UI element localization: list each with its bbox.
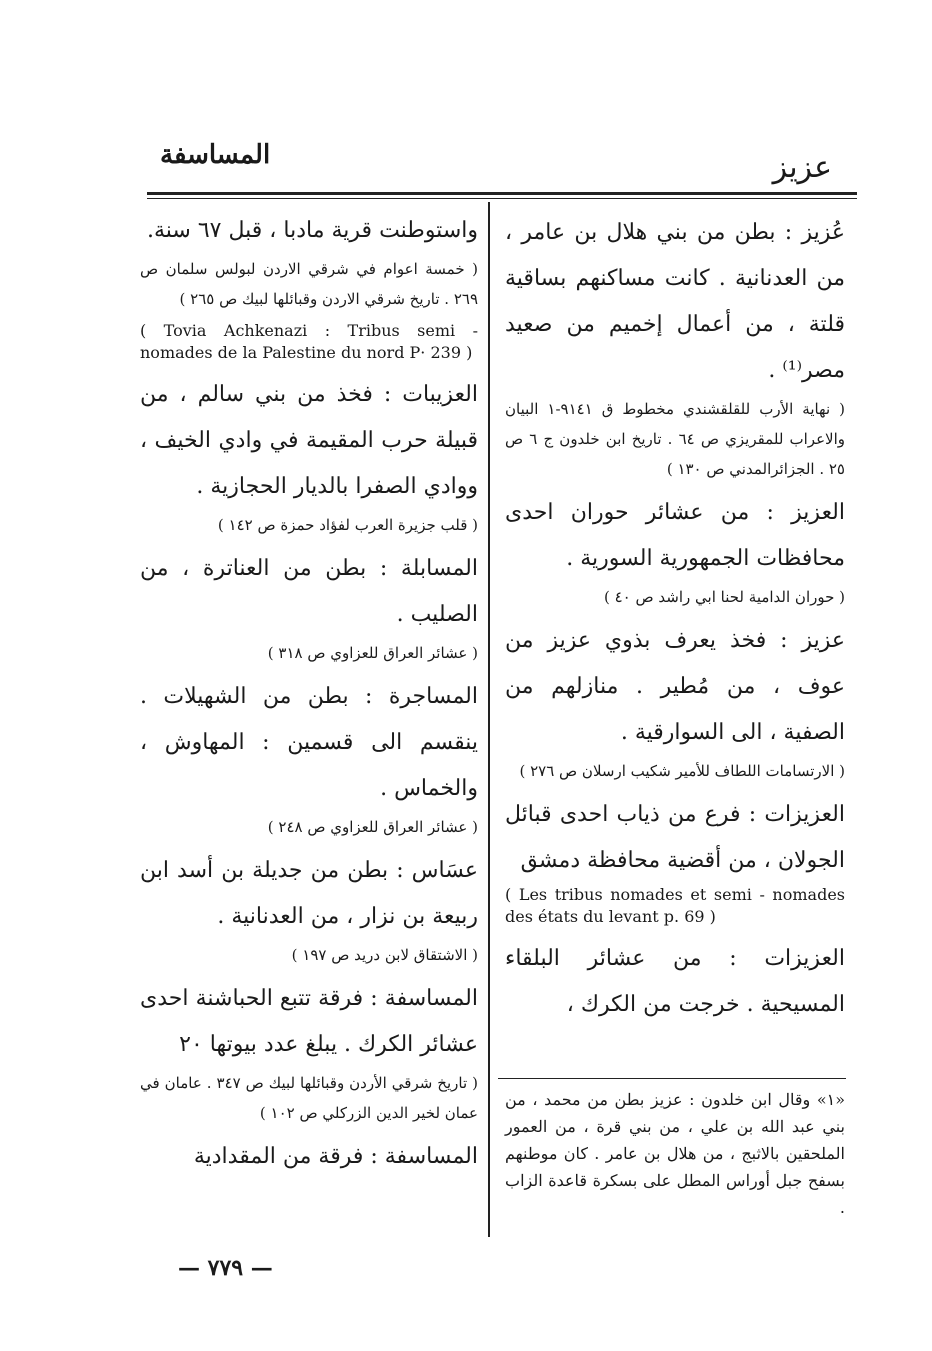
source-citation: ( عشائر العراق للعزاوي ص ٣١٨ )	[267, 644, 478, 662]
dictionary-entry: العزيبات : فخذ من بني سالم ، من قبيلة حرب المقيمة في وادي الخيف ، ووادي الصفرا بالديار الحجازية .	[140, 382, 478, 499]
header-rule-thin	[147, 198, 857, 199]
source-citation: ( تاريخ شرقي الأردن وقبائلها لبيك ص ٣٤٧ . عامان في عمان لخير الدين الزركلي ص ١٠٢ )	[140, 1074, 478, 1122]
dictionary-entry: عزيز : فخذ يعرف بذوي عزيز من عوف ، من مُطير . منازلهم من الصفية ، الى السوارقية .	[505, 628, 845, 745]
source-citation: ( عشائر العراق للعزاوي ص ٢٤٨ )	[267, 818, 478, 836]
dictionary-entry: المسابلة : بطن من العناترة ، من الصليب .	[140, 556, 478, 627]
dictionary-entry: واستوطنت قرية مادبا ، قبل ٦٧ سنة.	[147, 218, 478, 243]
source-citation: ( نهاية الأرب للقلقشندي مخطوط ق ٩١٤١-١ البيان والاعراب للمقريزي ص ٦٤ . تاريخ ابن خلدون ج ٦ ص ٢٥ . الجزائرالمدني ص ١٣٠ )	[505, 400, 846, 478]
latin-citation: ( Les tribus nomades et semi - nomades des états du levant p. 69 )	[505, 885, 845, 926]
dictionary-entry: العزيزات : من عشائر البلقاء المسيحية . خرجت من الكرك ،	[505, 946, 845, 1017]
right-column	[505, 210, 845, 1028]
column-divider	[488, 202, 490, 1237]
dictionary-entry: عسَاس : بطن من جديلة بن أسد ابن ربيعة بن نزار ، من العدنانية .	[140, 858, 478, 929]
page-number: — ٧٧٩ —	[178, 1255, 273, 1281]
dictionary-entry: العزيزات : فرع من ذياب احدى قبائل الجولان ، من أقضية محافظة دمشق	[505, 802, 845, 873]
running-header-right: عزيز	[772, 150, 832, 185]
dictionary-entry: المساسفة : فرقة تتبع الحباشنة احدى عشائر الكرك . يبلغ عدد بيوتها ٢٠	[140, 986, 478, 1057]
source-citation: ( الاشتقاق لابن دريد ص ١٩٧ )	[291, 946, 478, 964]
source-citation: ( قلب جزيرة العرب لفؤاد حمزة ص ١٤٢ )	[217, 516, 478, 534]
dictionary-entry: المساجرة : بطن من الشهيلات . ينقسم الى قسمين : المهاوش ، والخماس .	[140, 684, 478, 801]
running-header-left: المساسفة	[160, 140, 271, 170]
dictionary-entry: عُزيز : بطن من بني هلال بن عامر ، من العدنانية . كانت مساكنهم بساقية قلتة ، من أعمال إخميم من صعيد مصر⁽¹⁾ .	[505, 220, 845, 383]
header-rule	[147, 192, 857, 195]
latin-citation: ( Tovia Achkenazi : Tribus semi - nomades de la Palestine du nord P· 239 )	[140, 321, 478, 362]
dictionary-entry: العزيز : من عشائر حوران احدى محافظات الجمهورية السورية .	[505, 500, 845, 571]
source-citation: ( الارتسامات اللطاف للأمير شكيب ارسلان ص ٢٧٦ )	[519, 762, 845, 780]
dictionary-entry: المساسفة : فرقة من المقدادية	[193, 1144, 478, 1169]
footnote-rule	[498, 1078, 846, 1079]
footnote: «١» وقال ابن خلدون : عزيز بطن من محمد ، من بني عبد الله بن علي ، من بني قرة ، من العمور الملحقين بالاثبج ، من هلال بن عامر . كان موطنهم بسفح جبل أوراس المطل على بسكرة قاعدة الزاب .	[505, 1090, 845, 1217]
left-column	[140, 208, 478, 1180]
source-citation: ( خمسة اعوام في شرقي الاردن لبولس سلمان ص ٢٦٩ . تاريخ شرقي الاردن وقبائلها لبيك ص ٢٦٥ )	[140, 260, 478, 308]
source-citation: ( حوران الدامية لحنا ابي راشد ص ٤٠ )	[604, 588, 845, 606]
